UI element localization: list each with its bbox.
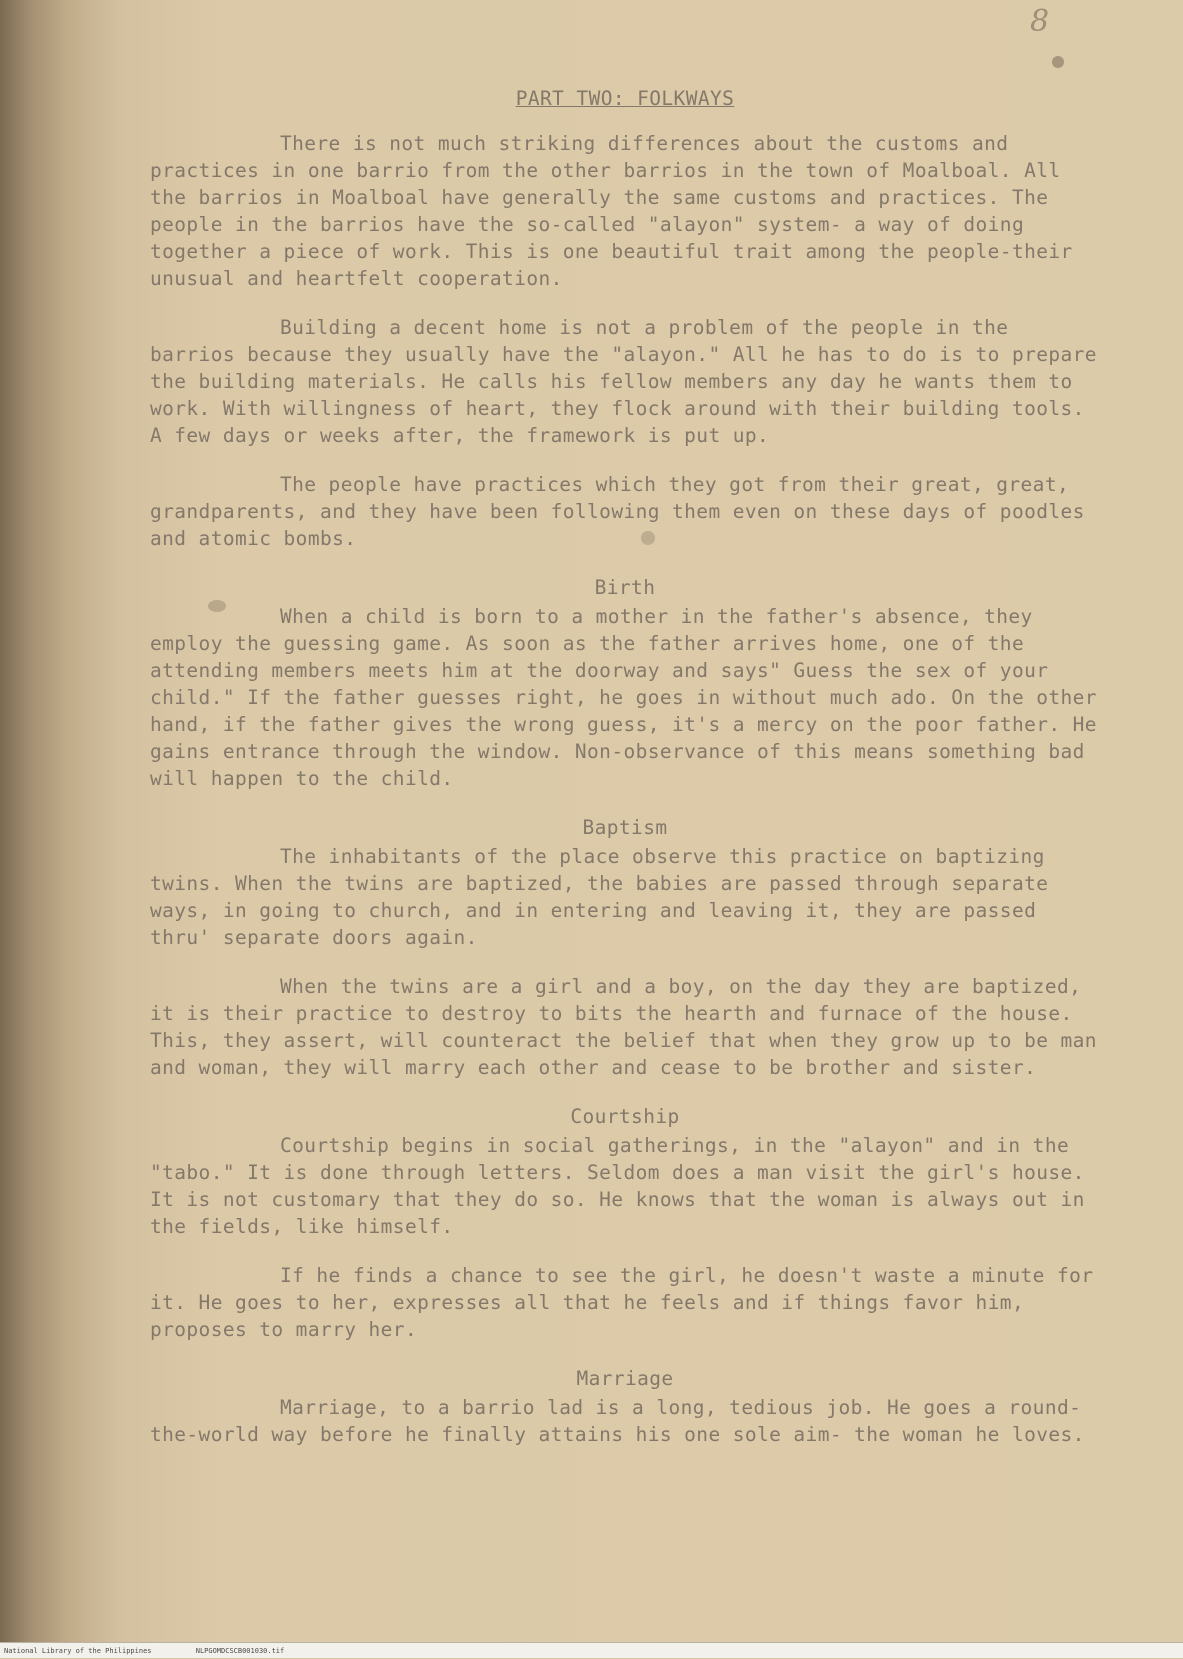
page-number: 8 xyxy=(1030,4,1050,39)
paragraph: Marriage, to a barrio lad is a long, tedious job. He goes a round-the-world way before he finally attains his one sole aim- the woman he loves. xyxy=(150,1396,1085,1446)
paragraph: If he finds a chance to see the girl, he doesn't waste a minute for it. He goes to her, expresses all that he feels and if things favor him, proposes to marry her. xyxy=(150,1264,1094,1341)
section-heading: Baptism xyxy=(582,816,668,839)
section-heading: Courtship xyxy=(570,1105,680,1128)
paragraph: The inhabitants of the place observe this practice on baptizing twins. When the twins are baptized, the babies are passed through separate ways, in going to church, and in entering and leaving it, they are passed thru' separate doors again. xyxy=(150,845,1049,949)
document-body xyxy=(150,85,1100,1470)
section-intro xyxy=(150,130,1100,552)
paragraph: When a child is born to a mother in the father's absence, they employ the guessing game. As soon as the father arrives home, one of the attending members meets him at the doorway and says" Guess the sex of your child." If the father guesses right, he goes in without much ado. On the other hand, if the father gives the wrong guess, it's a mercy on the poor father. He gains entrance through the window. Non-observance of this means something bad will happen to the child. xyxy=(150,605,1097,790)
section-baptism xyxy=(150,814,1100,1081)
paragraph: There is not much striking differences about the customs and practices in one barrio from the other barrios in the town of Moalboal. All the barrios in Moalboal have generally the same customs and practices. The people in the barrios have the so-called "alayon" system- a way of doing together a piece of work. This is one beautiful trait among the people-their unusual and heartfelt cooperation. xyxy=(150,132,1073,290)
section-marriage xyxy=(150,1365,1100,1448)
footer-library: National Library of the Philippines xyxy=(4,1647,152,1655)
footer-file: NLPGOMDCSCB001030.tif xyxy=(195,1647,285,1655)
section-birth xyxy=(150,574,1100,792)
paragraph: The people have practices which they got from their great, great, grandparents, and they have been following them even on these days of poodles and atomic bombs. xyxy=(150,473,1085,550)
section-heading: Marriage xyxy=(576,1367,674,1390)
section-courtship xyxy=(150,1103,1100,1343)
document-title: PART TWO: FOLKWAYS xyxy=(515,87,735,110)
paragraph: When the twins are a girl and a boy, on the day they are baptized, it is their practice to destroy to bits the hearth and furnace of the house. This, they assert, will counteract the belief that when they grow up to be man and woman, they will marry each other and cease to be brother and sister. xyxy=(150,975,1097,1079)
section-heading: Birth xyxy=(594,576,656,599)
paragraph: Building a decent home is not a problem of the people in the barrios because they usually have the "alayon." All he has to do is to prepare the building materials. He calls his fellow members any day he wants them to work. With willingness of heart, they flock around with their building tools. A few days or weeks after, the framework is put up. xyxy=(150,316,1097,447)
paragraph: Courtship begins in social gatherings, in the "alayon" and in the "tabo." It is done through letters. Seldom does a man visit the girl's house. It is not customary that they do so. He knows that the woman is always out in the fields, like himself. xyxy=(150,1134,1085,1238)
ink-spot xyxy=(1052,56,1064,68)
scan-footer xyxy=(0,1642,1183,1658)
